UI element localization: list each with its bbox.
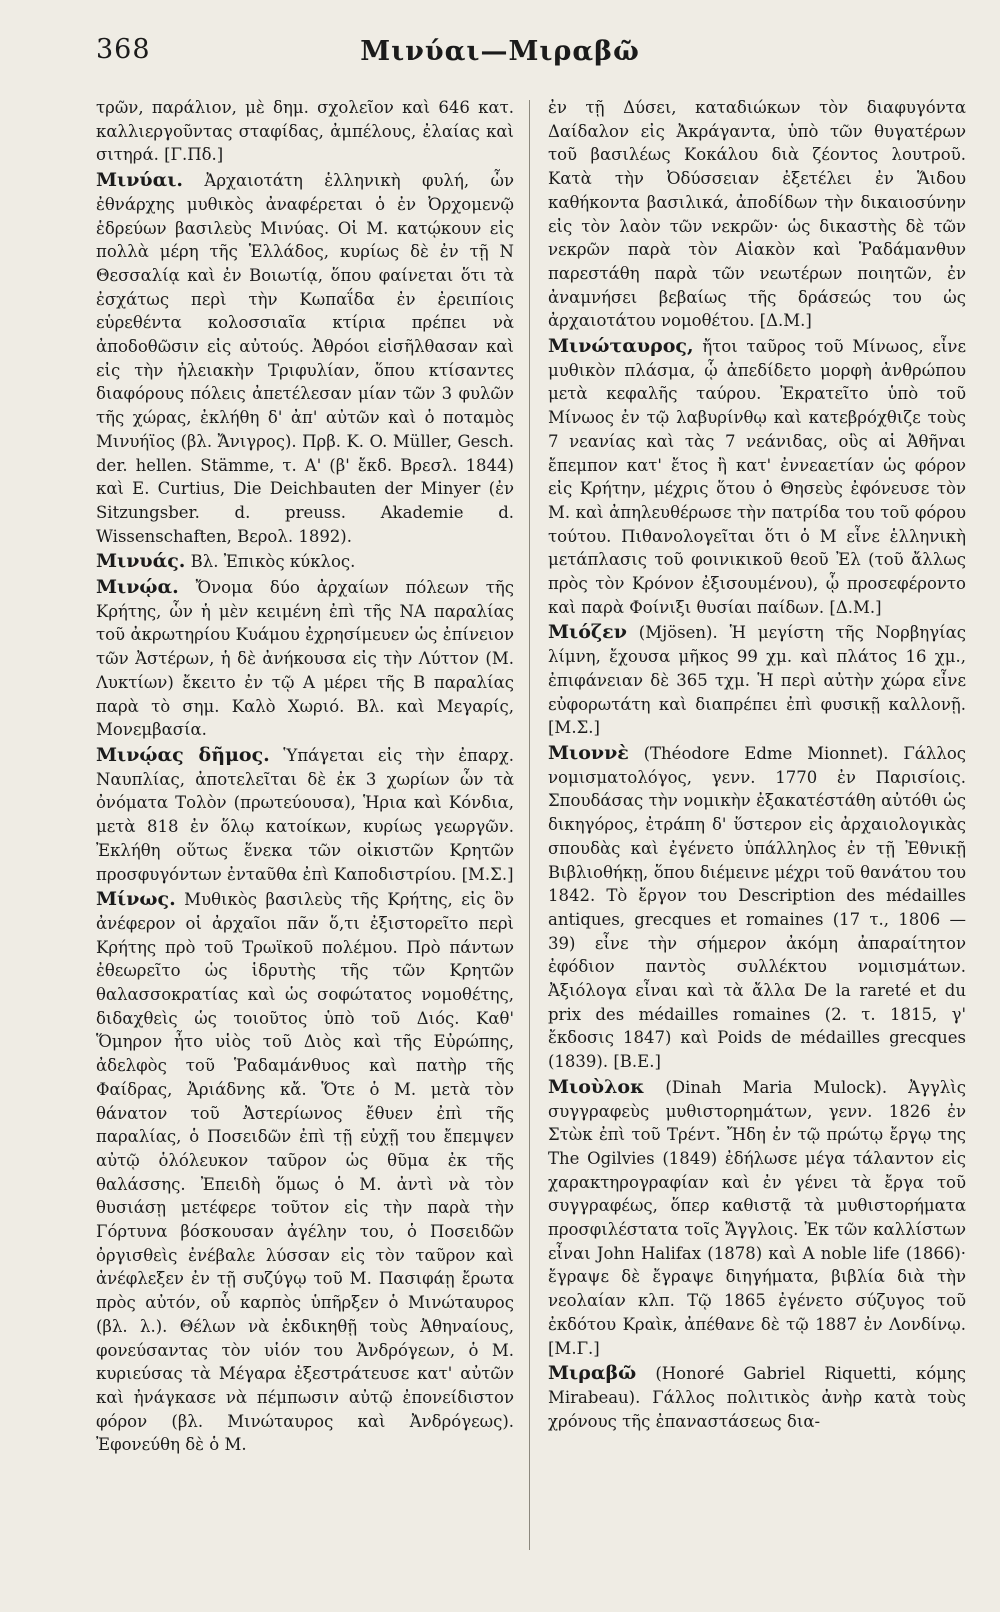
entry-text: Ὄνομα δύο ἀρχαίων πόλεων τῆς Κρήτης, ὧν ἡ μὲν κειμένη ἐπὶ τῆς ΝΑ παραλίας τοῦ ἀκρωτηρίου Κυάμου ἐχρησίμευεν ὡς ἐπίνειον τῶν Ἀστέρων, ἡ δὲ ἀνήκουσα εἰς τὴν Λύττον (Μ. Λυκτίων) ἔκειτο ἐν τῷ Α μέρει τῆς Β παραλίας παρὰ τὸ σημ. Καλὸ Χωριό. Βλ. καὶ Μεγαρίς, Μονεμβασία.: [96, 578, 514, 740]
dictionary-entry: [96, 888, 514, 1457]
entry-headword: Μίνως.: [96, 888, 176, 911]
dictionary-entry: [96, 550, 514, 574]
page-number: 368: [96, 34, 151, 65]
dictionary-entry: [96, 169, 514, 548]
right-column: [548, 96, 966, 1596]
entry-headword: Μινώταυρος,: [548, 335, 694, 358]
entry-text: Μυθικὸς βασιλεὺς τῆς Κρήτης, εἰς ὃν ἀνέφερον οἱ ἀρχαῖοι πᾶν ὅ,τι ἐξιστορεῖτο περὶ Κρήτης πρὸ τοῦ Τρωϊκοῦ πολέμου. Πρὸ πάντων ἐθεωρεῖτο ὡς ἱδρυτὴς τῆς τῶν Κρητῶν θαλασσοκρατίας καὶ ὡς σοφώτατος νομοθέτης, διδαχθεὶς ὡς τοιοῦτος ὑπὸ τοῦ Διός. Καθ' Ὅμηρον ἦτο υἱὸς τοῦ Διὸς καὶ τῆς Εὐρώπης, ἀδελφὸς τοῦ Ῥαδαμάνθυος καὶ πατὴρ τῆς Φαίδρας, Ἀριάδνης κἄ. Ὅτε ὁ Μ. μετὰ τὸν θάνατον τοῦ Ἀστερίωνος ἔθυεν ἐπὶ τῆς παραλίας, ὁ Ποσειδῶν ἐπὶ τῇ εὐχῇ του ἔπεμψεν αὐτῷ ὁλόλευκον ταῦρον ὡς θῦμα ἐκ τῆς θαλάσσης. Ἐπειδὴ ὅμως ὁ Μ. ἀντὶ νὰ τὸν θυσιάσῃ μετέφερε τοῦτον εἰς τὴν παρὰ τὴν Γόρτυνα βόσκουσαν ἀγέλην του, ὁ Ποσειδῶν ὀργισθεὶς ἐνέβαλε λύσσαν εἰς τὸν ταῦρον καὶ ἀνέφλεξεν ἐν τῇ συζύγῳ τοῦ Μ. Πασιφάῃ ἔρωτα πρὸς αὐτόν, οὗ καρπὸς ὑπῆρξεν ὁ Μινώταυρος (βλ. λ.). Θέλων νὰ ἐκδικηθῇ τοὺς Ἀθηναίους, φονεύσαντας τὸν υἱόν του Ἀνδρόγεων, ὁ Μ. κυριεύσας τὰ Μέγαρα ἐξεστράτευσε κατ' αὐτῶν καὶ ἠνάγκασε νὰ πέμπωσιν αὐτῷ ἐπονείδιστον φόρον (βλ. Μινώταυρος καὶ Ἀνδρόγεως). Ἐφονεύθη δὲ ὁ Μ.: [96, 890, 514, 1455]
entry-headword: Μινύαι.: [96, 169, 184, 192]
left-column: [96, 96, 514, 1596]
dictionary-entry: [548, 335, 966, 619]
entry-text: ἤτοι ταῦρος τοῦ Μίνωος, εἶνε μυθικὸν πλάσμα, ᾧ ἀπεδίδετο μορφὴ ἀνθρώπου μετὰ κεφαλῆς ταύρου. Ἐκρατεῖτο ὑπὸ τοῦ Μίνωος ἐν τῷ λαβυρίνθῳ καὶ κατεβρόχθιζε τοὺς 7 νεανίας καὶ τὰς 7 νεάνιδας, οὓς αἱ Ἀθῆναι ἔπεμπον κατ' ἔτος ἢ κατ' ἐννεαετίαν ὡς φόρον εἰς Κρήτην, μέχρις ὅτου ὁ Θησεὺς ἐφόνευσε τὸν Μ. καὶ ἀπηλευθέρωσε τὴν πατρίδα του τοῦ φόρου τούτου. Πιθανολογεῖται ὅτι ὁ Μ εἶνε ἑλληνικὴ μετάπλασις τοῦ φοινικικοῦ θεοῦ Ἐλ (τοῦ ἄλλως πρὸς τὸν Κρόνον ἐξισουμένου), ᾧ προσεφέροντο καὶ παρὰ Φοίνιξι θυσίαι παίδων. [Δ.Μ.]: [548, 337, 966, 617]
entry-headword: Μινῴας δῆμος.: [96, 743, 270, 766]
entry-headword: Μινῴα.: [96, 576, 179, 599]
column-divider: [529, 100, 530, 1550]
dictionary-entry: [96, 96, 514, 167]
entry-text: τρῶν, παράλιον, μὲ δημ. σχολεῖον καὶ 646 κατ. καλλιεργοῦντας σταφίδας, ἀμπέλους, ἐλαίας καὶ σιτηρά. [Γ.Πδ.]: [96, 98, 514, 165]
dictionary-entry: [96, 744, 514, 886]
dictionary-entry: [548, 621, 966, 740]
entry-text: (Théodore Edme Mionnet). Γάλλος νομισματολόγος, γενν. 1770 ἐν Παρισίοις. Σπουδάσας τὴν νομικὴν ἐξακατέστάθη αὐτόθι ὡς δικηγόρος, ἐτράπη δ' ὕστερον εἰς ἀρχαιολογικὰς σπουδὰς καὶ ἐγένετο ὑπάλληλος ἐν τῇ Ἐθνικῇ Βιβλιοθήκῃ, ὅπου διέμεινε μέχρι τοῦ θανάτου του 1842. Τὸ ἔργον του Description des médailles antiques, grecques et romaines (17 τ., 1806 — 39) εἶνε τὴν σήμερον ἀκόμη ἀπαραίτητον ἐφόδιον παντὸς συλλέκτου νομισμάτων. Ἀξιόλογα εἶναι καὶ τὰ ἄλλα De la rareté et du prix des médailles romaines (2. τ. 1815, γ' ἔκδοσις 1847) καὶ Poids de médailles grecques (1839). [Β.Ε.]: [548, 743, 966, 1072]
dictionary-entry: [548, 96, 966, 333]
entry-text: Ὑπάγεται εἰς τὴν ἐπαρχ. Ναυπλίας, ἀποτελεῖται δὲ ἐκ 3 χωρίων ὧν τὰ ὀνόματα Τολὸν (πρωτεύουσα), Ἡρια καὶ Κόνδια, μετὰ 818 ἐν ὅλῳ κατοίκων, κυρίως γεωργῶν. Ἐκλήθη οὕτως ἕνεκα τῶν οἰκιστῶν Κρητῶν προσφυγόντων ἐνταῦθα ἐπὶ Καποδιστρίου. [Μ.Σ.]: [96, 745, 514, 884]
entry-headword: Μιοννὲ: [548, 741, 629, 764]
dictionary-entry: [96, 576, 514, 742]
dictionary-entry: [548, 742, 966, 1074]
text-columns: [96, 96, 966, 1596]
dictionary-entry: [548, 1076, 966, 1360]
entry-text: Ἀρχαιοτάτη ἑλληνικὴ φυλή, ὧν ἐθνάρχης μυθικὸς ἀναφέρεται ὁ ἐν Ὀρχομενῷ ἑδρεύων βασιλεὺς Μινύας. Οἱ Μ. κατῴκουν εἰς πολλὰ μέρη τῆς Ἑλλάδος, κυρίως δὲ ἐν τῇ Ν Θεσσαλίᾳ καὶ ἐν Βοιωτίᾳ, ὅπου φαίνεται ὅτι τὰ ἐσχάτως περὶ τὴν Κωπαΐδα ἐν ἐρειπίοις εὑρεθέντα κολοσσιαῖα κτίρια πρέπει νὰ ἀποδοθῶσιν εἰς αὐτούς. Ἀθρόοι εἰσῆλθασαν καὶ εἰς τὴν ἠλειακὴν Τριφυλίαν, ὅπου κτίσαντες διαφόρους πόλεις ἀπετέλεσαν μίαν τῶν 3 φυλῶν τῆς χώρας, ἐκλήθη δ' ἀπ' αὐτῶν καὶ ὁ ποταμὸς Μινυήϊος (βλ. Ἄνιγρος). Πρβ. K. O. Müller, Gesch. der. hellen. Stämme, τ. Α' (β' ἔκδ. Βρεσλ. 1844) καὶ E. Curtius, Die Deichbauten der Minyer (ἐν Sitzungsber. d. preuss. Akademie d. Wissenschaften, Βερολ. 1892).: [96, 171, 514, 546]
entry-text: (Mjösen). Ἡ μεγίστη τῆς Νορβηγίας λίμνη, ἔχουσα μῆκος 99 χμ. καὶ πλάτος 16 χμ., ἐπιφάνειαν δὲ 365 τχμ. Ἡ περὶ αὐτὴν χώρα εἶνε εὐφορωτάτη καὶ διαπρέπει ἐπὶ φυσικῇ καλλονῇ. [Μ.Σ.]: [548, 623, 966, 738]
entry-headword: Μινυάς.: [96, 550, 186, 573]
entry-headword: Μιόζεν: [548, 621, 627, 644]
entry-text: ἐν τῇ Δύσει, καταδιώκων τὸν διαφυγόντα Δαίδαλον εἰς Ἀκράγαντα, ὑπὸ τῶν θυγατέρων τοῦ βασιλέως Κοκάλου διὰ ζέοντος λουτροῦ. Κατὰ τὴν Ὀδύσσειαν ἐξετέλει ἐν Ἅιδου καθήκοντα βασιλικά, ἀποδίδων τὴν δικαιοσύνην εἰς τὸν λαὸν τῶν νεκρῶν· ὡς δικαστὴς δὲ τῶν νεκρῶν παρὰ τὸν Αἰακὸν καὶ Ῥαδάμανθυν παρεστάθη παρὰ τῶν νεωτέρων ποιητῶν, ἐν ἀναμνήσει βεβαίως τῆς δράσεώς του ὡς ἀρχαιοτάτου νομοθέτου. [Δ.Μ.]: [548, 98, 966, 331]
running-head: Μινύαι—Μιραβῶ: [360, 36, 640, 67]
entry-headword: Μιοὺλοκ: [548, 1075, 645, 1098]
entry-text: (Honoré Gabriel Riquetti, κόμης Mirabeau). Γάλλος πολιτικὸς ἀνὴρ κατὰ τοὺς χρόνους τῆς ἐπαναστάσεως δια-: [548, 1364, 966, 1431]
entry-headword: Μιραβῶ: [548, 1362, 637, 1385]
entry-text: (Dinah Maria Mulock). Ἀγγλὶς συγγραφεὺς μυθιστορημάτων, γενν. 1826 ἐν Στὼκ ἐπὶ τοῦ Τρέντ. Ἤδη ἐν τῷ πρώτῳ ἔργῳ της The Ogilvies (1849) ἐδήλωσε μέγα τάλαντον εἰς χαρακτηρογραφίαν καὶ ἐν γένει τὰ ἔργα τοῦ συγγραφέως, ὅπερ καθιστᾷ τὰ μυθιστορήματα προσφιλέστατα τοῖς Ἄγγλοις. Ἐκ τῶν καλλίστων εἶναι John Halifax (1878) καὶ A noble life (1866)· ἔγραψε δὲ ἔγραψε διηγήματα, βιβλία διὰ τὴν νεολαίαν κλπ. Τῷ 1865 ἐγένετο σύζυγος τοῦ ἐκδότου Κραὶκ, ἀπέθανε δὲ τῷ 1887 ἐν Λονδίνῳ. [Μ.Γ.]: [548, 1077, 966, 1358]
dictionary-entry: [548, 1362, 966, 1433]
entry-text: Βλ. Ἐπικὸς κύκλος.: [185, 552, 356, 572]
